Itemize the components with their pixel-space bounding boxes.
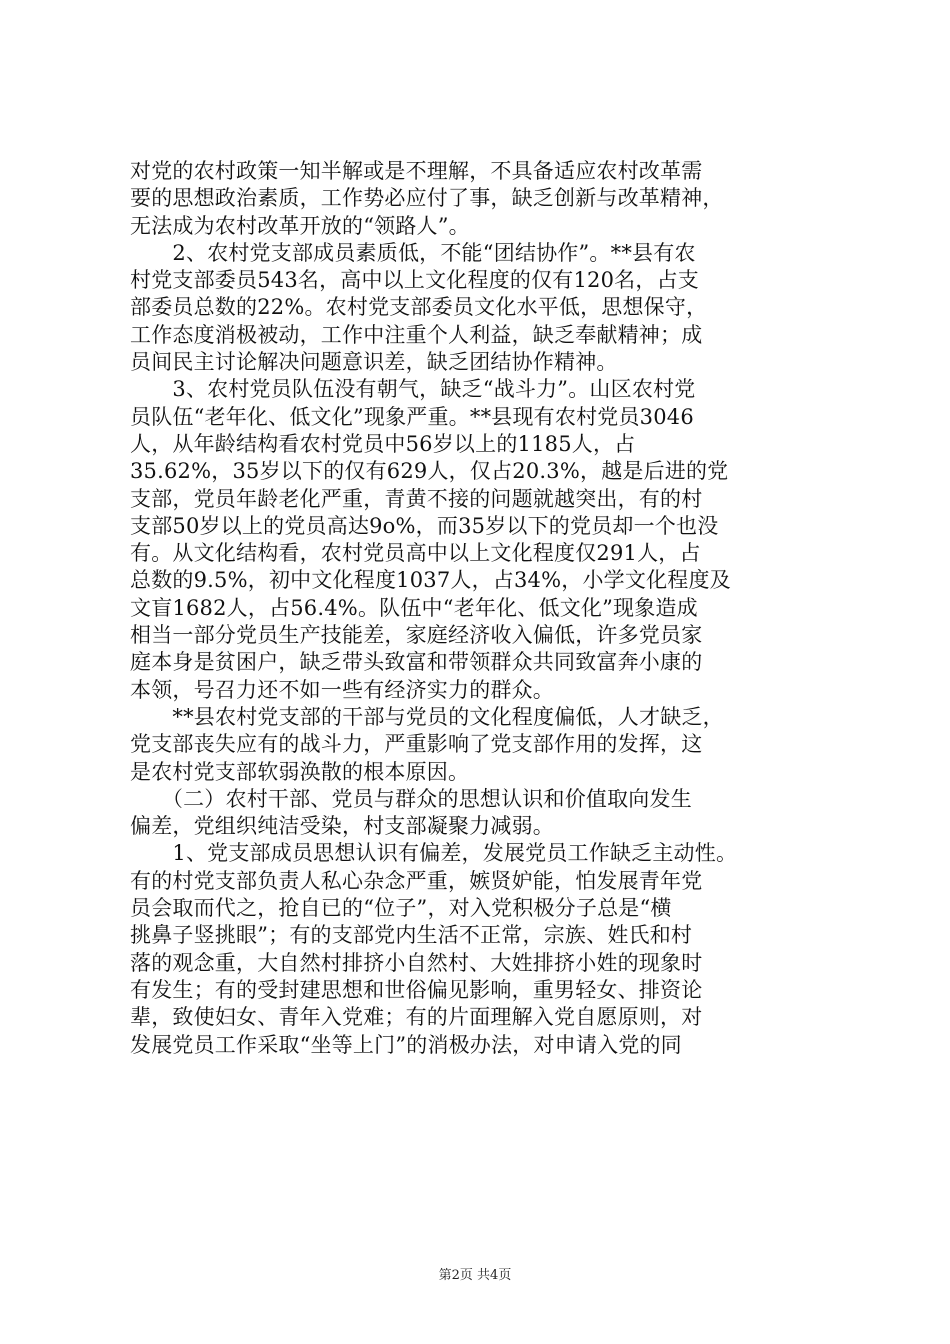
text-line: 部委员总数的22%。农村党支部委员文化水平低，思想保守， (130, 295, 708, 320)
paragraph (130, 704, 830, 786)
text-line: 有。从文化结构看，农村党员高中以上文化程度仅291人，占 (130, 541, 701, 566)
text-line: 本领，号召力还不如一些有经济实力的群众。 (130, 677, 554, 702)
text-line: 无法成为农村改革开放的“领路人”。 (130, 213, 470, 238)
page-footer: 第2页 共4页 (438, 1268, 512, 1283)
text-line: 党支部丧失应有的战斗力，严重影响了党支部作用的发挥，这 (130, 732, 703, 757)
paragraph (130, 786, 830, 841)
paragraph (130, 840, 830, 1058)
text-line: 1、党支部成员思想认识有偏差，发展党员工作缺乏主动性。 (130, 841, 738, 866)
text-line: 有发生；有的受封建思想和世俗偏见影响，重男轻女、排资论 (130, 977, 703, 1002)
text-line: 庭本身是贫困户，缺乏带头致富和带领群众共同致富奔小康的 (130, 650, 703, 675)
paragraph (130, 240, 830, 376)
text-line: 35.62%，35岁以下的仅有629人，仅占20.3%，越是后进的党 (130, 459, 729, 484)
text-line: 人，从年龄结构看农村党员中56岁以上的1185人，占 (130, 431, 636, 456)
text-line: 员间民主讨论解决问题意识差，缺乏团结协作精神。 (130, 350, 618, 375)
text-line: 相当一部分党员生产技能差，家庭经济收入偏低，许多党员家 (130, 623, 703, 648)
text-line: 2、农村党支部成员素质低，不能“团结协作”。**县有农 (130, 240, 696, 265)
text-line: **县农村党支部的干部与党员的文化程度偏低，人才缺乏， (130, 704, 724, 729)
text-line: （二）农村干部、党员与群众的思想认识和价值取向发生 (130, 786, 692, 811)
text-line: 支部50岁以上的党员高达9o%，而35岁以下的党员却一个也没 (130, 513, 719, 538)
document-body (130, 158, 830, 1059)
paragraph (130, 376, 830, 704)
text-line: 3、农村党员队伍没有朝气，缺乏“战斗力”。山区农村党 (130, 377, 696, 402)
text-line: 发展党员工作采取“坐等上门”的消极办法，对申请入党的同 (130, 1032, 682, 1057)
text-line: 挑鼻子竖挑眼”；有的支部党内生活不正常，宗族、姓氏和村 (130, 923, 693, 948)
text-line: 偏差，党组织纯洁受染，村支部凝聚力减弱。 (130, 814, 554, 839)
text-line: 有的村党支部负责人私心杂念严重，嫉贤妒能，怕发展青年党 (130, 868, 703, 893)
text-line: 员会取而代之，抢自已的“位子”，对入党积极分子总是“横 (130, 896, 672, 921)
text-line: 村党支部委员543名，高中以上文化程度的仅有120名，占支 (130, 268, 699, 293)
text-line: 辈，致使妇女、青年入党难；有的片面理解入党自愿原则，对 (130, 1005, 703, 1030)
text-line: 总数的9.5%，初中文化程度1037人，占34%，小学文化程度及 (130, 568, 731, 593)
paragraph (130, 158, 830, 240)
text-line: 支部，党员年龄老化严重，青黄不接的问题就越突出，有的村 (130, 486, 703, 511)
text-line: 要的思想政治素质，工作势必应付了事，缺乏创新与改革精神， (130, 186, 724, 211)
text-line: 是农村党支部软弱涣散的根本原因。 (130, 759, 470, 784)
text-line: 文盲1682人，占56.4%。队伍中“老年化、低文化”现象造成 (130, 595, 698, 620)
text-line: 对党的农村政策一知半解或是不理解，不具备适应农村改革需 (130, 159, 703, 183)
text-line: 落的观念重，大自然村排挤小自然村、大姓排挤小姓的现象时 (130, 950, 703, 975)
text-line: 员队伍“老年化、低文化”现象严重。**县现有农村党员3046 (130, 404, 694, 429)
text-line: 工作态度消极被动，工作中注重个人利益，缺乏奉献精神；成 (130, 322, 703, 347)
